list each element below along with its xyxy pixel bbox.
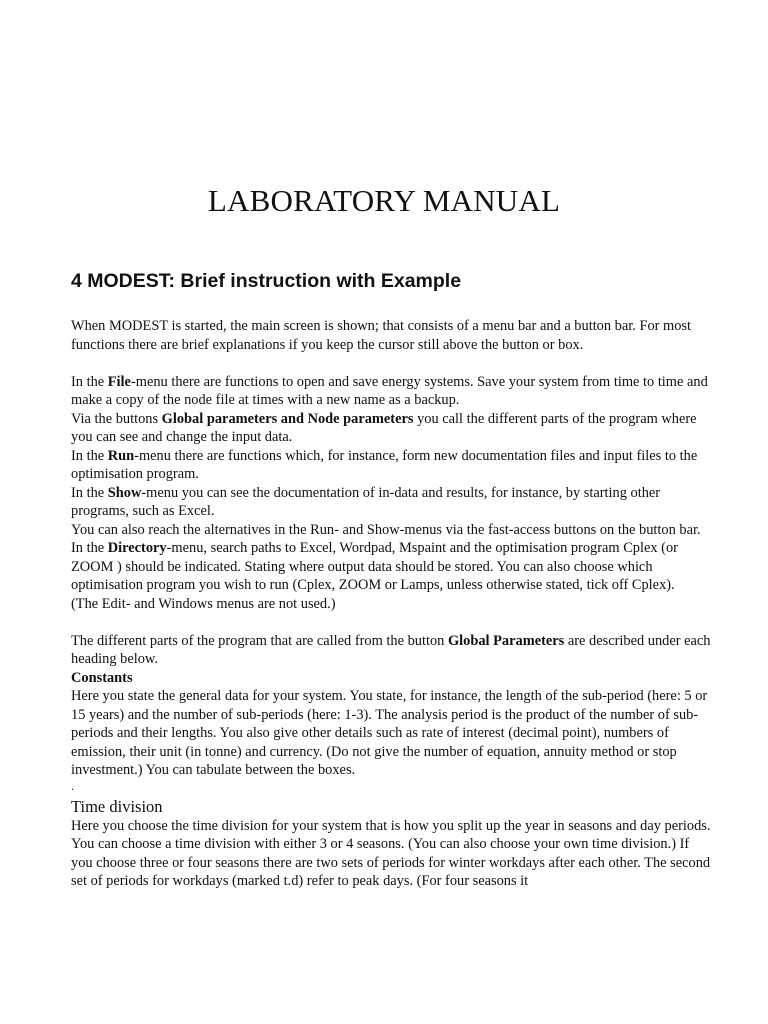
run-menu-text-pre: In the: [71, 447, 108, 464]
intro-paragraph: When MODEST is started, the main screen is shown; that consists of a menu bar and a button bar. For most functions there are brief explanations if you keep the cursor still above the button or box.: [71, 318, 692, 353]
file-menu-paragraph: [71, 373, 711, 410]
directory-menu-paragraph: [71, 539, 711, 595]
global-parameters-paragraph: [71, 632, 711, 669]
show-menu-paragraph: [71, 484, 711, 521]
run-menu-term: Run: [107, 447, 135, 464]
buttons-paragraph: [71, 410, 711, 447]
stray-dot: .: [71, 778, 74, 793]
fast-access-paragraph: You can also reach the alternatives in the Run- and Show-menus via the fast-access buttons on the button bar.: [71, 521, 701, 538]
constants-heading-text: Constants: [71, 669, 133, 686]
show-menu-text-pre: In the: [71, 484, 108, 501]
directory-menu-text-pre: In the: [71, 540, 108, 556]
section-heading: 4 MODEST: Brief instruction with Example: [71, 270, 462, 292]
document-body: [71, 317, 711, 891]
directory-menu-text-post: -menu, search paths to Excel, Wordpad, Mspaint and the optimisation program Cplex (or ZOOM ) should be indicated. Stating where output data should be stored. You can also choose which optimisation program you wish to run (Cplex, ZOOM or Lamps, unless otherwise stated, tick off Cplex).: [71, 540, 678, 593]
global-params-text-post: are described under each heading below.: [71, 632, 711, 667]
buttons-term: Global parameters and Node parameters: [161, 410, 414, 427]
paragraph-spacer: [71, 354, 711, 373]
file-menu-term: File: [107, 373, 131, 390]
constants-paragraph: Here you state the general data for your system. You state, for instance, the length of the sub-period (here: 5 or 15 years) and the number of sub-periods (here: 1-3). The analysis period is the product of the number of sub-periods and their lengths. You also give other details such as rate of interest (decimal point), numbers of emission, their unit (in tonne) and currency. (Do not give the number of equation, annuity method or stop investment.) You can tabulate between the boxes.: [71, 688, 708, 778]
file-menu-text-post: -menu there are functions to open and save energy systems. Save your system from time to time and make a copy of the node file at times with a new name as a backup.: [71, 373, 708, 408]
show-menu-term: Show: [107, 484, 142, 501]
global-params-text-pre: The different parts of the program that are called from the button: [71, 632, 448, 649]
buttons-text-pre: Via the buttons: [71, 410, 162, 427]
buttons-text-post: you call the different parts of the program where you can see and change the input data.: [71, 410, 697, 445]
edit-windows-note: (The Edit- and Windows menus are not used.): [71, 595, 336, 612]
time-division-paragraph: Here you choose the time division for your system that is how you split up the year in seasons and day periods. You can choose a time division with either 3 or 4 seasons. (You can also choose your own time division.) If you choose three or four seasons there are two sets of periods for winter workdays after each other. The second set of periods for workdays (marked t.d) refer to peak days. (For four seasons it: [71, 817, 711, 889]
show-menu-text-post: -menu you can see the documentation of in-data and results, for instance, by starting other programs, such as Excel.: [71, 484, 661, 519]
directory-menu-term: Directory: [107, 540, 167, 556]
time-division-heading: Time division: [71, 796, 163, 816]
document-title: LABORATORY MANUAL: [207, 183, 561, 218]
run-menu-paragraph: [71, 447, 711, 484]
paragraph-spacer: [71, 613, 711, 632]
run-menu-text-post: -menu there are functions which, for instance, form new documentation files and input files to the optimisation program.: [71, 447, 698, 482]
global-params-term: Global Parameters: [447, 632, 565, 649]
constants-heading: [71, 669, 711, 688]
file-menu-text-pre: In the: [71, 373, 108, 390]
